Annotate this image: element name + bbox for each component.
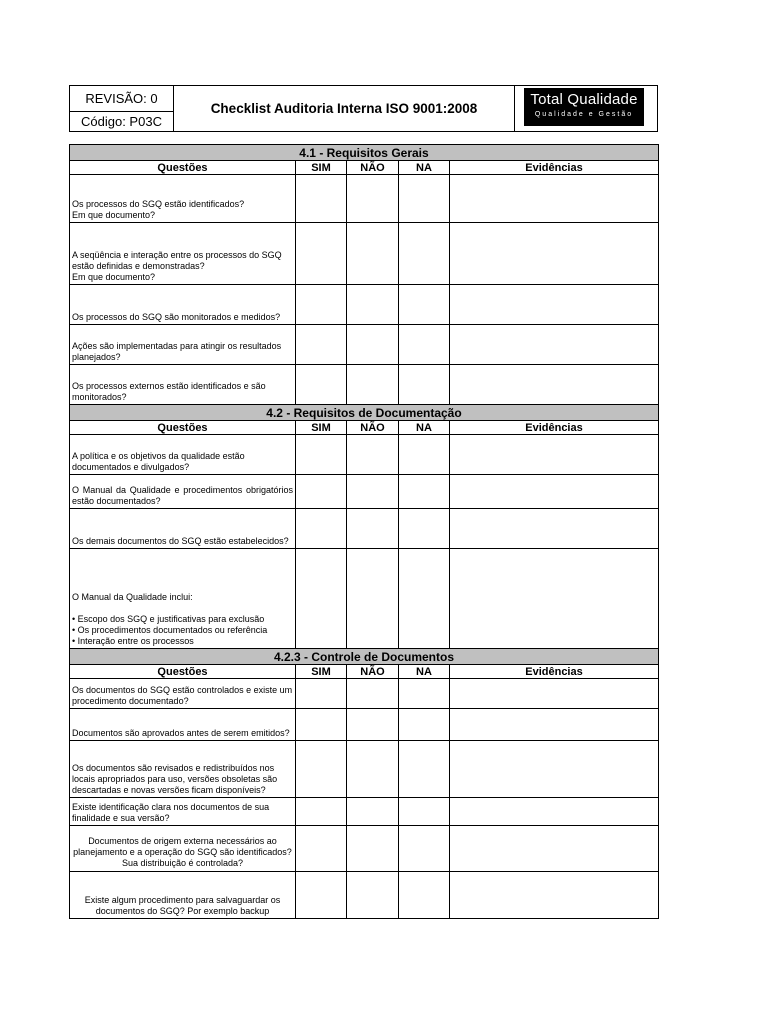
cell-nao[interactable] <box>347 798 399 826</box>
question-row <box>70 223 659 285</box>
cell-nao[interactable] <box>347 175 399 223</box>
col-sim: SIM <box>296 161 347 175</box>
cell-sim[interactable] <box>296 475 347 509</box>
cell-nao[interactable] <box>347 741 399 798</box>
col-evidencias: Evidências <box>450 665 659 679</box>
column-header-row <box>70 421 659 435</box>
logo-sub-text: Qualidade e Gestão <box>534 111 634 118</box>
revision-box <box>70 86 174 131</box>
question-text: Os processos externos estão identificados e são monitorados? <box>70 365 296 405</box>
question-text: Os documentos do SGQ estão controlados e existe um procedimento documentado? <box>70 679 296 709</box>
cell-nao[interactable] <box>347 223 399 285</box>
cell-nao[interactable] <box>347 435 399 475</box>
question-text: Os demais documentos do SGQ estão estabelecidos? <box>70 509 296 549</box>
logo-main-text: Total Qualidade <box>530 91 638 108</box>
cell-na[interactable] <box>399 325 450 365</box>
cell-sim[interactable] <box>296 365 347 405</box>
checklist-table <box>69 144 659 919</box>
cell-nao[interactable] <box>347 679 399 709</box>
question-row <box>70 325 659 365</box>
column-header-row <box>70 665 659 679</box>
cell-nao[interactable] <box>347 826 399 872</box>
cell-na[interactable] <box>399 475 450 509</box>
col-nao: NÃO <box>347 421 399 435</box>
question-text: Documentos de origem externa necessários ao planejamento e a operação do SGQ são identificados? Sua distribuição é controlada? <box>70 826 296 872</box>
question-row <box>70 365 659 405</box>
cell-nao[interactable] <box>347 365 399 405</box>
col-evidencias: Evidências <box>450 161 659 175</box>
question-row <box>70 826 659 872</box>
cell-evidencias[interactable] <box>450 826 659 872</box>
cell-evidencias[interactable] <box>450 435 659 475</box>
section-header <box>70 145 659 161</box>
cell-na[interactable] <box>399 709 450 741</box>
cell-evidencias[interactable] <box>450 223 659 285</box>
question-text: Existe algum procedimento para salvaguardar os documentos do SGQ? Por exemplo backup <box>70 872 296 919</box>
col-questoes: Questões <box>70 421 296 435</box>
cell-evidencias[interactable] <box>450 798 659 826</box>
section-title: 4.2.3 - Controle de Documentos <box>70 649 659 665</box>
cell-nao[interactable] <box>347 872 399 919</box>
cell-na[interactable] <box>399 175 450 223</box>
col-questoes: Questões <box>70 161 296 175</box>
col-sim: SIM <box>296 665 347 679</box>
column-header-row <box>70 161 659 175</box>
cell-evidencias[interactable] <box>450 285 659 325</box>
section-header <box>70 649 659 665</box>
code-label: Código: P03C <box>81 114 162 129</box>
question-text: Os processos do SGQ estão identificados? Em que documento? <box>70 175 296 223</box>
question-row <box>70 175 659 223</box>
cell-evidencias[interactable] <box>450 872 659 919</box>
question-row <box>70 679 659 709</box>
cell-sim[interactable] <box>296 679 347 709</box>
question-text: A política e os objetivos da qualidade estão documentados e divulgados? <box>70 435 296 475</box>
cell-evidencias[interactable] <box>450 709 659 741</box>
question-text: Existe identificação clara nos documentos de sua finalidade e sua versão? <box>70 798 296 826</box>
cell-nao[interactable] <box>347 285 399 325</box>
revision-label: REVISÃO: 0 <box>70 86 173 112</box>
col-sim: SIM <box>296 421 347 435</box>
question-row <box>70 475 659 509</box>
question-text: O Manual da Qualidade inclui: • Escopo dos SGQ e justificativas para exclusão • Os procedimentos documentados ou referência • Interação entre os processos <box>70 549 296 649</box>
col-nao: NÃO <box>347 665 399 679</box>
cell-na[interactable] <box>399 826 450 872</box>
cell-sim[interactable] <box>296 325 347 365</box>
cell-na[interactable] <box>399 509 450 549</box>
question-row <box>70 435 659 475</box>
question-row <box>70 741 659 798</box>
total-qualidade-logo <box>524 88 644 126</box>
cell-na[interactable] <box>399 679 450 709</box>
cell-na[interactable] <box>399 872 450 919</box>
cell-sim[interactable] <box>296 509 347 549</box>
cell-evidencias[interactable] <box>450 175 659 223</box>
cell-na[interactable] <box>399 285 450 325</box>
cell-evidencias[interactable] <box>450 741 659 798</box>
col-na: NA <box>399 421 450 435</box>
cell-sim[interactable] <box>296 709 347 741</box>
col-questoes: Questões <box>70 665 296 679</box>
question-text: O Manual da Qualidade e procedimentos obrigatórios estão documentados? <box>70 475 296 509</box>
cell-na[interactable] <box>399 365 450 405</box>
cell-sim[interactable] <box>296 741 347 798</box>
cell-sim[interactable] <box>296 223 347 285</box>
cell-sim[interactable] <box>296 798 347 826</box>
cell-na[interactable] <box>399 549 450 649</box>
cell-sim[interactable] <box>296 549 347 649</box>
question-row <box>70 549 659 649</box>
cell-na[interactable] <box>399 223 450 285</box>
cell-sim[interactable] <box>296 285 347 325</box>
cell-sim[interactable] <box>296 435 347 475</box>
cell-evidencias[interactable] <box>450 365 659 405</box>
question-row <box>70 872 659 919</box>
cell-sim[interactable] <box>296 826 347 872</box>
col-nao: NÃO <box>347 161 399 175</box>
question-row <box>70 509 659 549</box>
question-text: Ações são implementadas para atingir os resultados planejados? <box>70 325 296 365</box>
question-text: Documentos são aprovados antes de serem emitidos? <box>70 709 296 741</box>
document-title: Checklist Auditoria Interna ISO 9001:2008 <box>174 86 515 131</box>
cell-evidencias[interactable] <box>450 325 659 365</box>
cell-sim[interactable] <box>296 175 347 223</box>
question-row <box>70 798 659 826</box>
cell-nao[interactable] <box>347 549 399 649</box>
section-title: 4.2 - Requisitos de Documentação <box>70 405 659 421</box>
question-row <box>70 285 659 325</box>
cell-evidencias[interactable] <box>450 549 659 649</box>
cell-nao[interactable] <box>347 325 399 365</box>
question-text: Os documentos são revisados e redistribuídos nos locais apropriados para uso, versões obsoletas são descartadas e novas versões ficam disponíveis? <box>70 741 296 798</box>
col-evidencias: Evidências <box>450 421 659 435</box>
cell-nao[interactable] <box>347 475 399 509</box>
cell-nao[interactable] <box>347 509 399 549</box>
cell-sim[interactable] <box>296 872 347 919</box>
question-row <box>70 709 659 741</box>
section-header <box>70 405 659 421</box>
cell-na[interactable] <box>399 435 450 475</box>
cell-evidencias[interactable] <box>450 509 659 549</box>
cell-evidencias[interactable] <box>450 475 659 509</box>
section-title: 4.1 - Requisitos Gerais <box>70 145 659 161</box>
col-na: NA <box>399 665 450 679</box>
question-text: A seqüência e interação entre os processos do SGQ estão definidas e demonstradas? Em que documento? <box>70 223 296 285</box>
cell-nao[interactable] <box>347 709 399 741</box>
question-text: Os processos do SGQ são monitorados e medidos? <box>70 285 296 325</box>
col-na: NA <box>399 161 450 175</box>
cell-na[interactable] <box>399 741 450 798</box>
cell-na[interactable] <box>399 798 450 826</box>
cell-evidencias[interactable] <box>450 679 659 709</box>
